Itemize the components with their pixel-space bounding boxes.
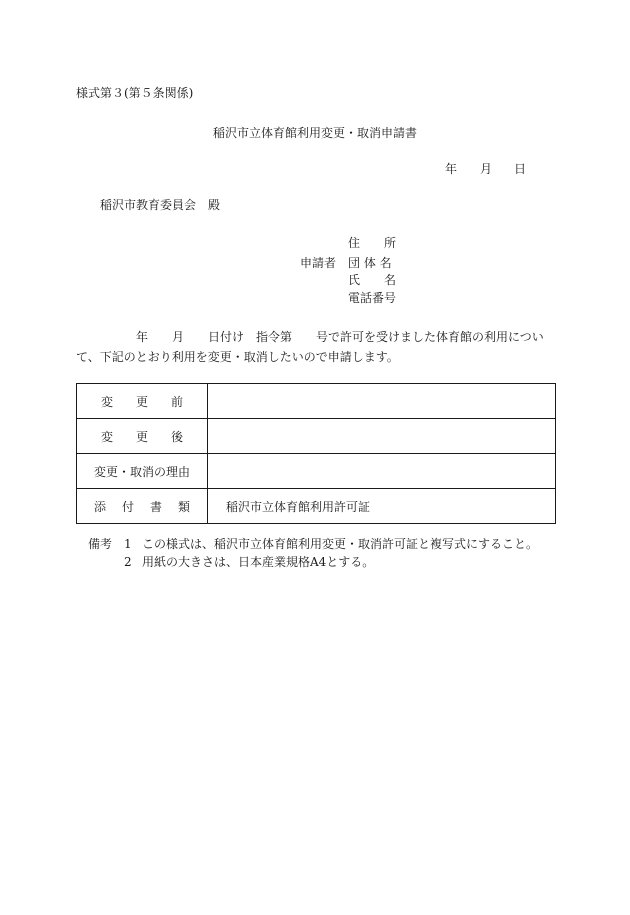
table-row — [77, 384, 556, 419]
row-label-char: 更 — [135, 429, 148, 444]
row-label-char: 更 — [135, 394, 148, 409]
row-label-char: 変 — [101, 394, 114, 409]
row-label-after — [77, 419, 208, 454]
row-label-char: 添 — [94, 499, 107, 514]
row-label-char: 類 — [177, 499, 190, 514]
row-label-reason: 変更・取消の理由 — [77, 454, 208, 489]
note-number: 1 — [124, 537, 132, 551]
body-line-2: て、下記のとおり利用を変更・取消したいので申請します。 — [76, 350, 399, 364]
change-table — [76, 383, 556, 524]
row-value-before[interactable] — [208, 384, 556, 419]
applicant-field-address: 住 所 — [348, 236, 397, 250]
row-label-char: 後 — [170, 429, 183, 444]
row-value-attachments[interactable]: 稲沢市立体育館利用許可証 — [208, 489, 556, 524]
row-label-char: 書 — [149, 499, 162, 514]
row-label-char: 前 — [170, 394, 183, 409]
table-row — [77, 489, 556, 524]
row-label-char: 付 — [121, 499, 134, 514]
date-day-label: 日 — [514, 162, 527, 176]
body-line-1: 年 月 日付け 指令第 号で許可を受けました体育館の利用につい — [136, 330, 544, 344]
note-text: この様式は、稲沢市立体育館利用変更・取消許可証と複写式にすること。 — [142, 537, 539, 551]
row-label-before — [77, 384, 208, 419]
table-row — [77, 419, 556, 454]
row-value-reason[interactable] — [208, 454, 556, 489]
page-title: 稲沢市立体育館利用変更・取消申請書 — [212, 126, 417, 140]
applicant-field-phone: 電話番号 — [348, 291, 397, 305]
date-year-label: 年 — [445, 162, 458, 176]
row-label-char: 変 — [101, 429, 114, 444]
form-number: 様式第３(第５条関係) — [76, 86, 194, 100]
row-value-after[interactable] — [208, 419, 556, 454]
note-number: 2 — [124, 555, 132, 569]
applicant-label: 申請者 — [300, 256, 337, 270]
table-row — [77, 454, 556, 489]
date-month-label: 月 — [480, 162, 493, 176]
applicant-field-group: 団 体 名 — [348, 256, 392, 270]
note-text: 用紙の大きさは、日本産業規格A4とする。 — [142, 555, 375, 569]
notes-label: 備考 — [88, 537, 113, 551]
applicant-field-name: 氏 名 — [348, 273, 397, 287]
addressee: 稲沢市教育委員会 殿 — [100, 198, 221, 212]
row-label-attachments — [77, 489, 208, 524]
